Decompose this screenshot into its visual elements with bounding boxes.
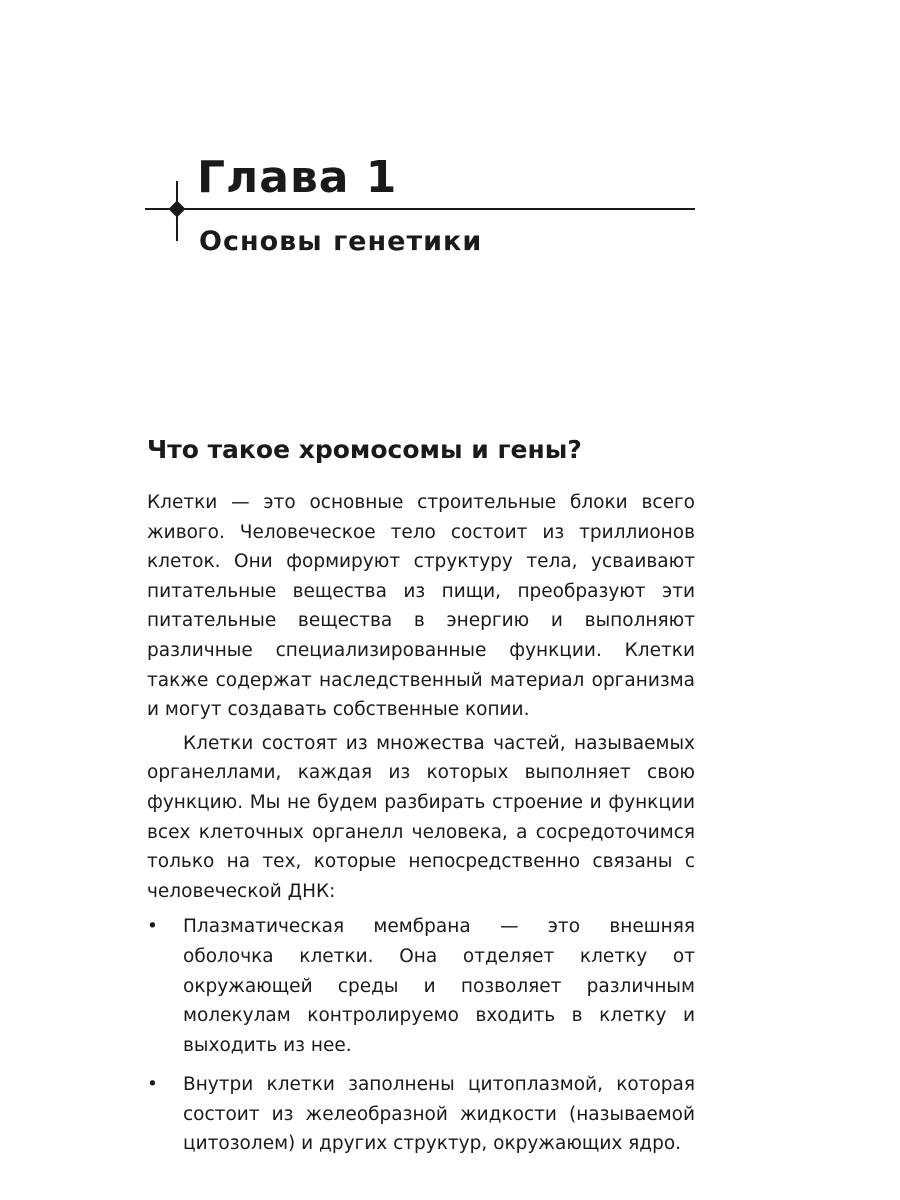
- bullet-list: [147, 912, 695, 1159]
- section-heading: Что такое хромосомы и гены?: [147, 435, 582, 464]
- list-item-text: Плазматическая мембрана — это внешняя оболочка клетки. Она отделяет клетку от окружающей среды и позволяет различным молекулам контролируемо входить в клетку и выходить из нее.: [183, 916, 695, 1056]
- chapter-horizontal-rule: [145, 208, 695, 210]
- chapter-title: Глава 1: [197, 152, 398, 203]
- bullet-icon: •: [147, 916, 158, 938]
- list-item: [147, 1070, 695, 1159]
- chapter-rule-ornament: [169, 201, 186, 218]
- body-text: [147, 488, 695, 1169]
- chapter-subtitle: Основы генетики: [199, 226, 483, 257]
- list-item-text: Внутри клетки заполнены цитоплазмой, которая состоит из желеобразной жидкости (называемой цитозолем) и других структур, окружающих ядро.: [183, 1074, 695, 1155]
- bullet-icon: •: [147, 1074, 158, 1096]
- paragraph: Клетки — это основные строительные блоки всего живого. Человеческое тело состоит из триллионов клеток. Они формируют структуру тела, усваивают питательные вещества из пищи, преобразуют эти питательные вещества в энергию и выполняют различные специализированные функции. Клетки также содержат наследственный материал организма и могут создавать собственные копии.: [147, 492, 695, 721]
- list-item: [147, 912, 695, 1060]
- paragraph: Клетки состоят из множества частей, называемых органеллами, каждая из которых выполняет свою функцию. Мы не будем разбирать строение и функции всех клеточных органелл человека, а сосредоточимся только на тех, которые непосредственно связаны с человеческой ДНК:: [147, 732, 695, 902]
